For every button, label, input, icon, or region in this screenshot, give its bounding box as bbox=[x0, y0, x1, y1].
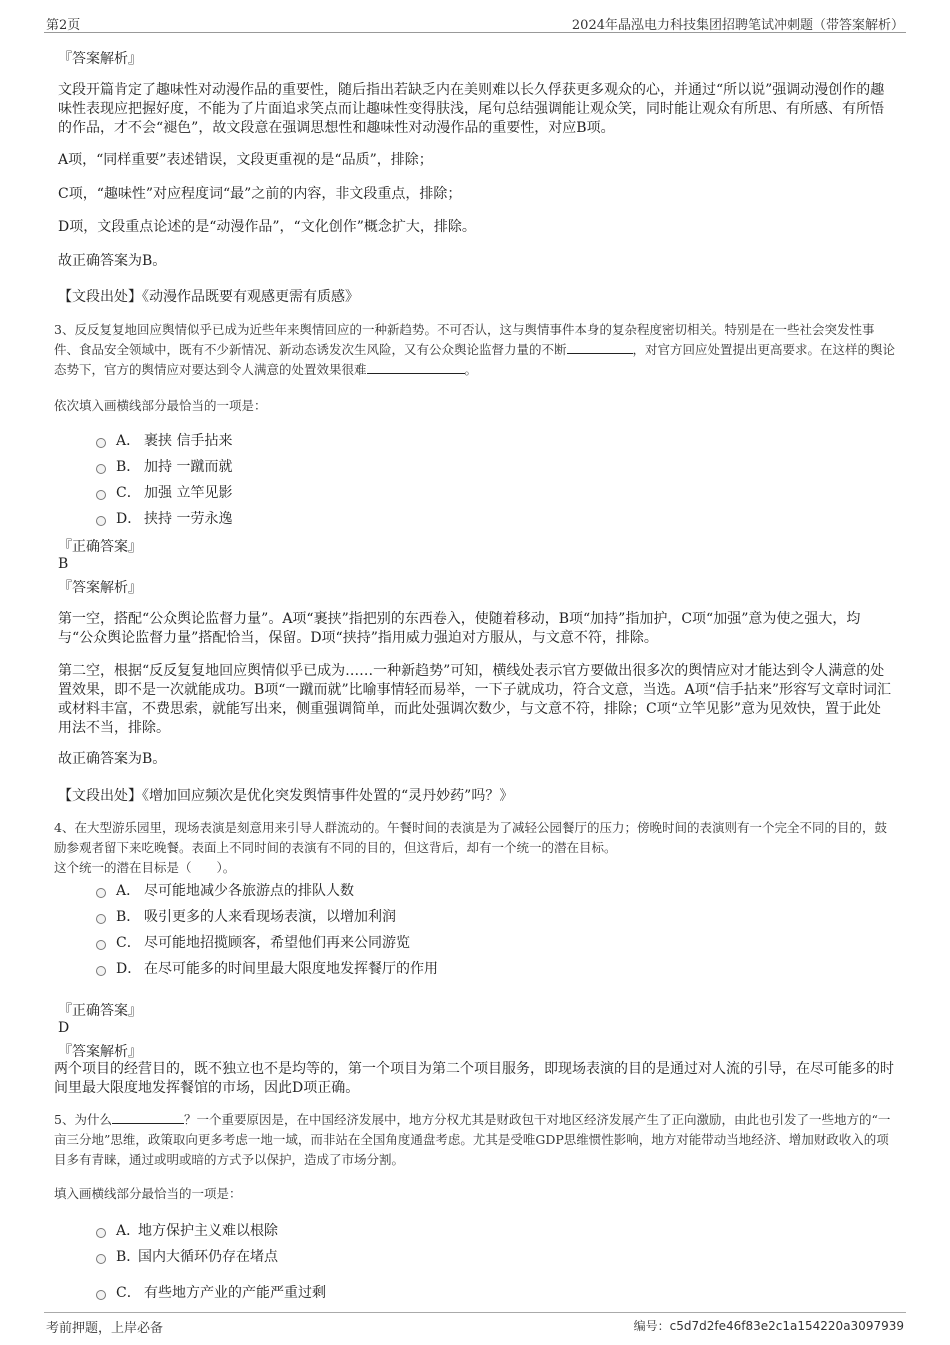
analysis-option-c: C项，“趣味性”对应程度词“最”之前的内容，非文段重点，排除； bbox=[58, 186, 462, 202]
option-key: C． bbox=[116, 1285, 141, 1301]
option-text: 吸引更多的人来看现场表演，以增加利润 bbox=[144, 909, 396, 925]
radio-icon[interactable] bbox=[96, 914, 106, 924]
radio-icon[interactable] bbox=[96, 464, 106, 474]
analysis-option-d: D项，文段重点论述的是“动漫作品”，“文化创作”概念扩大，排除。 bbox=[58, 219, 476, 235]
question-5-stem-text-2: ？一个重要原因是，在中国经济发展中，地方分权尤其是财政包干对地区经济发展产生了正向激励，由此也引发了一些地方的“一亩三分地”思维，政策取向更多考虑一地一域，而非站在全国角度通盘考虑。尤其是受唯GDP思维惯性影响，地方对能带动当地经济、增加财政收入的项目多有青睐，通过或明或暗的方式予以保护，造成了市场分割。 bbox=[54, 1112, 891, 1167]
radio-icon[interactable] bbox=[96, 490, 106, 500]
source-title: 《动漫作品既要有观感更需有质感》 bbox=[142, 289, 359, 305]
question-4-stem: 4、在大型游乐园里，现场表演是刻意用来引导人群流动的。午餐时间的表演是为了减轻公园餐厅的压力；傍晚时间的表演则有一个完全不同的目的，鼓励参观者留下来吃晚餐。表面上不同时间的表演有不同的目的，但这背后，却有一个统一的潜在目标。 bbox=[54, 820, 887, 855]
option-key: A． bbox=[116, 1223, 141, 1239]
conclusion: 故正确答案为B。 bbox=[58, 751, 167, 767]
source-label: 【文段出处】 bbox=[58, 788, 142, 804]
answer-blank bbox=[112, 1111, 184, 1124]
question-5-stem-text-1: 5、为什么 bbox=[54, 1112, 112, 1127]
option-key: B． bbox=[116, 909, 141, 925]
option-text: 地方保护主义难以根除 bbox=[138, 1223, 278, 1239]
option-key: A． bbox=[116, 433, 141, 449]
option-text: 国内大循环仍存在堵点 bbox=[138, 1249, 278, 1265]
question-3-stem-text-3: 。 bbox=[464, 362, 478, 377]
analysis-paragraph-1: 第一空，搭配“公众舆论监督力量”。A项“裹挟”指把别的东西卷入，使随着移动，B项“加持”指加护，C项“加强”意为使之强大，均与“公众舆论监督力量”搭配恰当，保留。D项“挟持”指用威力强迫对方服从，与文意不符，排除。 bbox=[58, 611, 861, 646]
source-line bbox=[58, 286, 359, 306]
footer-slogan: 考前押题，上岸必备 bbox=[46, 1321, 164, 1336]
analysis-label: 『答案解析』 bbox=[58, 580, 142, 596]
option-d[interactable] bbox=[96, 506, 232, 532]
question-3-stem-text-1: 3、反反复复地回应舆情似乎已成为近些年来舆情回应的一种新趋势。不可否认，这与舆情事件本身的复杂程度密切相关。特别是在一些社会突发性事件、食品安全领域中，既有不少新情况、新动态诱发次生风险，又有公众舆论监督力量的不断 bbox=[54, 322, 875, 357]
question-4-options bbox=[56, 878, 438, 982]
source-title: 《增加回应频次是优化突发舆情事件处置的“灵丹妙药”吗？》 bbox=[142, 788, 514, 804]
option-text: 加强 立竿见影 bbox=[144, 485, 233, 501]
option-text: 尽可能地招揽顾客，希望他们再来公同游览 bbox=[144, 935, 410, 951]
correct-answer: D bbox=[58, 1020, 70, 1036]
radio-icon[interactable] bbox=[96, 1290, 106, 1300]
document-code bbox=[634, 1317, 904, 1334]
source-line bbox=[58, 785, 513, 805]
option-key: B． bbox=[116, 459, 141, 475]
option-key: C． bbox=[116, 485, 141, 501]
option-c[interactable] bbox=[96, 480, 232, 506]
conclusion: 故正确答案为B。 bbox=[58, 253, 167, 269]
option-key: B． bbox=[116, 1249, 141, 1265]
analysis-option-a: A项，“同样重要”表述错误，文段更重视的是“品质”，排除； bbox=[58, 152, 433, 168]
radio-icon[interactable] bbox=[96, 966, 106, 976]
question-3-stem-text-2: ，对官方回应处置提出更高要求。在这样的舆论态势下，官方的舆情应对要达到令人满意的处置效果很难 bbox=[54, 342, 896, 377]
analysis-paragraph: 两个项目的经营目的，既不独立也不是均等的，第一个项目为第二个项目服务，即现场表演的目的是通过对人流的引导，在尽可能多的时间里最大限度地发挥餐馆的市场，因此D项正确。 bbox=[54, 1061, 894, 1096]
answer-blank bbox=[567, 341, 633, 354]
option-b[interactable] bbox=[96, 904, 438, 930]
radio-icon[interactable] bbox=[96, 516, 106, 526]
option-key: D． bbox=[116, 511, 142, 527]
question-4-prompt: 这个统一的潜在目标是（ ）。 bbox=[54, 860, 236, 875]
analysis-label: 『答案解析』 bbox=[58, 51, 142, 67]
option-c[interactable] bbox=[96, 930, 438, 956]
analysis-paragraph: 文段开篇肯定了趣味性对动漫作品的重要性，随后指出若缺乏内在美则难以长久俘获更多观众的心，并通过“所以说”强调动漫创作的趣味性表现应把握好度，不能为了片面追求笑点而让趣味性变得肤浅，尾句总结强调能让观众笑，同时能让观众有所思、有所感、有所悟的作品，才不会“褪色”，故文段意在强调思想性和趣味性对动漫作品的重要性，对应B项。 bbox=[58, 82, 885, 136]
radio-icon[interactable] bbox=[96, 1254, 106, 1264]
option-a[interactable] bbox=[96, 878, 438, 904]
question-5-stem bbox=[54, 1110, 896, 1170]
option-key: A． bbox=[116, 883, 141, 899]
document-title: 2024年晶泓电力科技集团招聘笔试冲刺题（带答案解析） bbox=[571, 18, 904, 33]
option-a[interactable] bbox=[96, 428, 232, 454]
question-5-prompt: 填入画横线部分最恰当的一项是： bbox=[54, 1186, 242, 1201]
option-text: 裹挟 信手拈来 bbox=[144, 433, 233, 449]
option-text: 尽可能地减少各旅游点的排队人数 bbox=[144, 883, 354, 899]
document-code-label: 编号： bbox=[633, 1319, 670, 1333]
radio-icon[interactable] bbox=[96, 940, 106, 950]
option-key: D． bbox=[116, 961, 142, 977]
correct-answer-label: 『正确答案』 bbox=[58, 1003, 142, 1019]
option-text: 在尽可能多的时间里最大限度地发挥餐厅的作用 bbox=[144, 961, 438, 977]
option-key: C． bbox=[116, 935, 141, 951]
answer-blank bbox=[367, 361, 465, 374]
document-code-value: c5d7d2fe46f83e2c1a154220a3097939 bbox=[669, 1319, 904, 1333]
option-b[interactable] bbox=[96, 454, 232, 480]
analysis-label: 『答案解析』 bbox=[58, 1044, 142, 1060]
option-text: 挟持 一劳永逸 bbox=[144, 511, 233, 527]
option-text: 有些地方产业的产能严重过剩 bbox=[144, 1285, 326, 1301]
option-text: 加持 一蹴而就 bbox=[144, 459, 233, 475]
analysis-paragraph-2: 第二空，根据“反反复复地回应舆情似乎已成为……一种新趋势”可知，横线处表示官方要做出很多次的舆情应对才能达到令人满意的处置效果，即不是一次就能成功。B项“一蹴而就”比喻事情轻而易举，一下子就成功，符合文意，当选。A项“信手拈来”形容写文章时词汇或材料丰富，不费思索，就能写出来，侧重强调简单，而此处强调次数少，与文意不符，排除；C项“立竿见影”意为见效快，置于此处用法不当，排除。 bbox=[58, 663, 892, 736]
page-number: 第2页 bbox=[46, 18, 81, 33]
option-c[interactable] bbox=[96, 1280, 326, 1306]
correct-answer: B bbox=[58, 556, 69, 572]
question-3-prompt: 依次填入画横线部分最恰当的一项是： bbox=[54, 398, 267, 413]
question-5-options bbox=[56, 1218, 326, 1306]
radio-icon[interactable] bbox=[96, 1228, 106, 1238]
question-3-options bbox=[56, 428, 232, 532]
page-header bbox=[44, 12, 906, 33]
radio-icon[interactable] bbox=[96, 888, 106, 898]
option-a[interactable] bbox=[96, 1218, 326, 1244]
source-label: 【文段出处】 bbox=[58, 289, 142, 305]
option-b[interactable] bbox=[96, 1244, 326, 1270]
radio-icon[interactable] bbox=[96, 438, 106, 448]
correct-answer-label: 『正确答案』 bbox=[58, 539, 142, 555]
page-footer bbox=[44, 1312, 906, 1336]
option-d[interactable] bbox=[96, 956, 438, 982]
question-3-stem bbox=[54, 320, 896, 380]
